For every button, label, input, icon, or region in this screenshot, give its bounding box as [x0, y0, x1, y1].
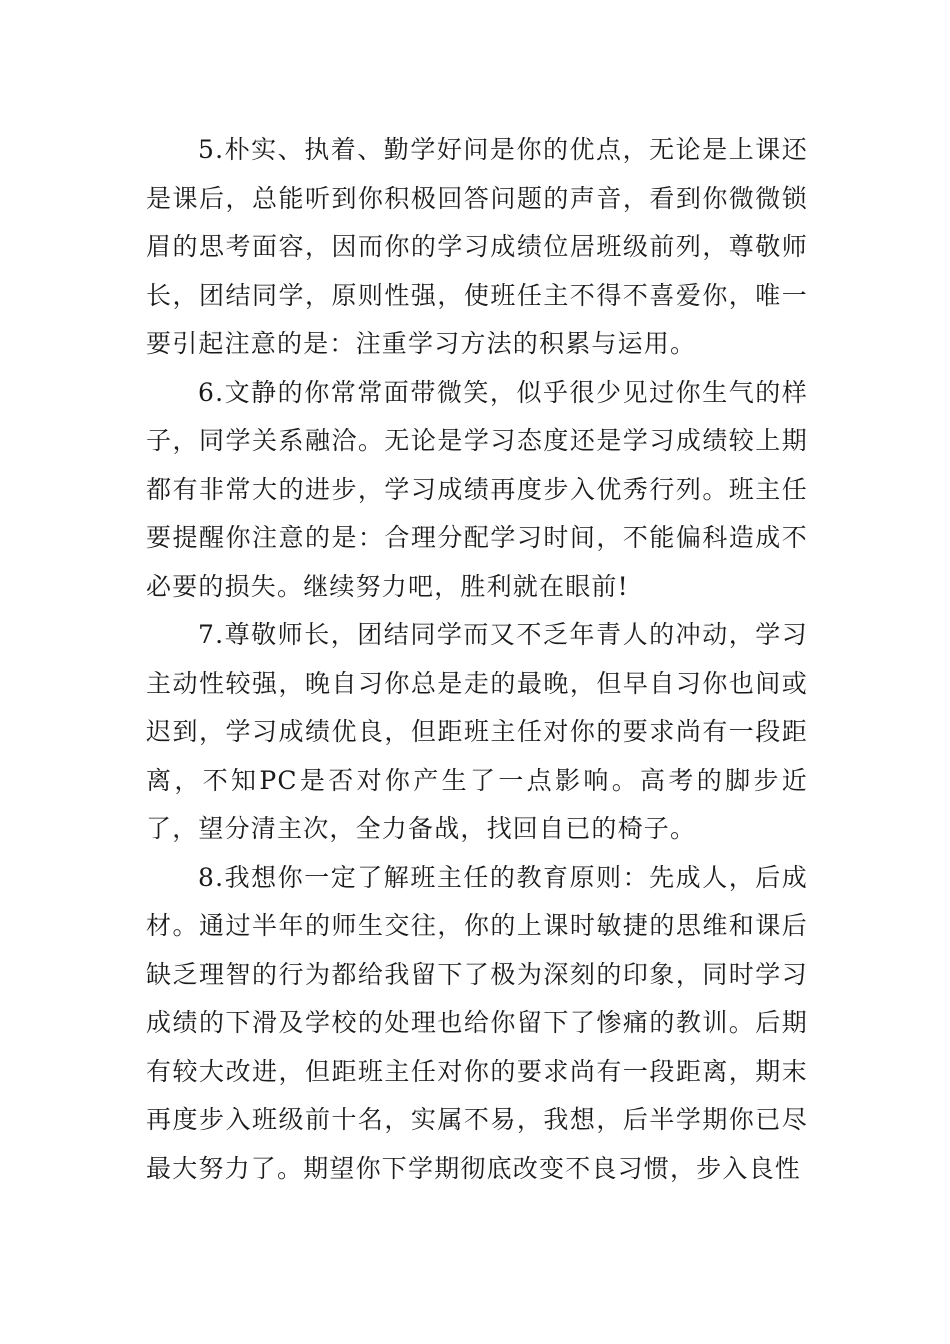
- document-body: [146, 126, 808, 1193]
- paragraph-8: 8.我想你一定了解班主任的教育原则：先成人，后成材。通过半年的师生交往，你的上课时敏捷的思维和课后缺乏理智的行为都给我留下了极为深刻的印象，同时学习成绩的下滑及学校的处理也给你留下了惨痛的教训。后期有较大改进，但距班主任对你的要求尚有一段距离，期末再度步入班级前十名，实属不易，我想，后半学期你已尽最大努力了。期望你下学期彻底改变不良习惯，步入良性: [146, 862, 808, 1183]
- paragraph-5: 5.朴实、执着、勤学好问是你的优点，无论是上课还是课后，总能听到你积极回答问题的声音，看到你微微锁眉的思考面容，因而你的学习成绩位居班级前列，尊敬师长，团结同学，原则性强，使班任主不得不喜爱你，唯一要引起注意的是：注重学习方法的积累与运用。: [146, 135, 808, 358]
- paragraph-7: 7.尊敬师长，团结同学而又不乏年青人的冲动，学习主动性较强，晚自习你总是走的最晚，但早自习你也间或迟到，学习成绩优良，但距班主任对你的要求尚有一段距离，不知PC是否对你产生了一点影响。高考的脚步近了，望分清主次，全力备战，找回自已的椅子。: [146, 620, 808, 843]
- paragraph-6: 6.文静的你常常面带微笑，似乎很少见过你生气的样子，同学关系融洽。无论是学习态度还是学习成绩较上期都有非常大的进步，学习成绩再度步入优秀行列。班主任要提醒你注意的是：合理分配学习时间，不能偏科造成不必要的损失。继续努力吧，胜利就在眼前!: [146, 377, 808, 601]
